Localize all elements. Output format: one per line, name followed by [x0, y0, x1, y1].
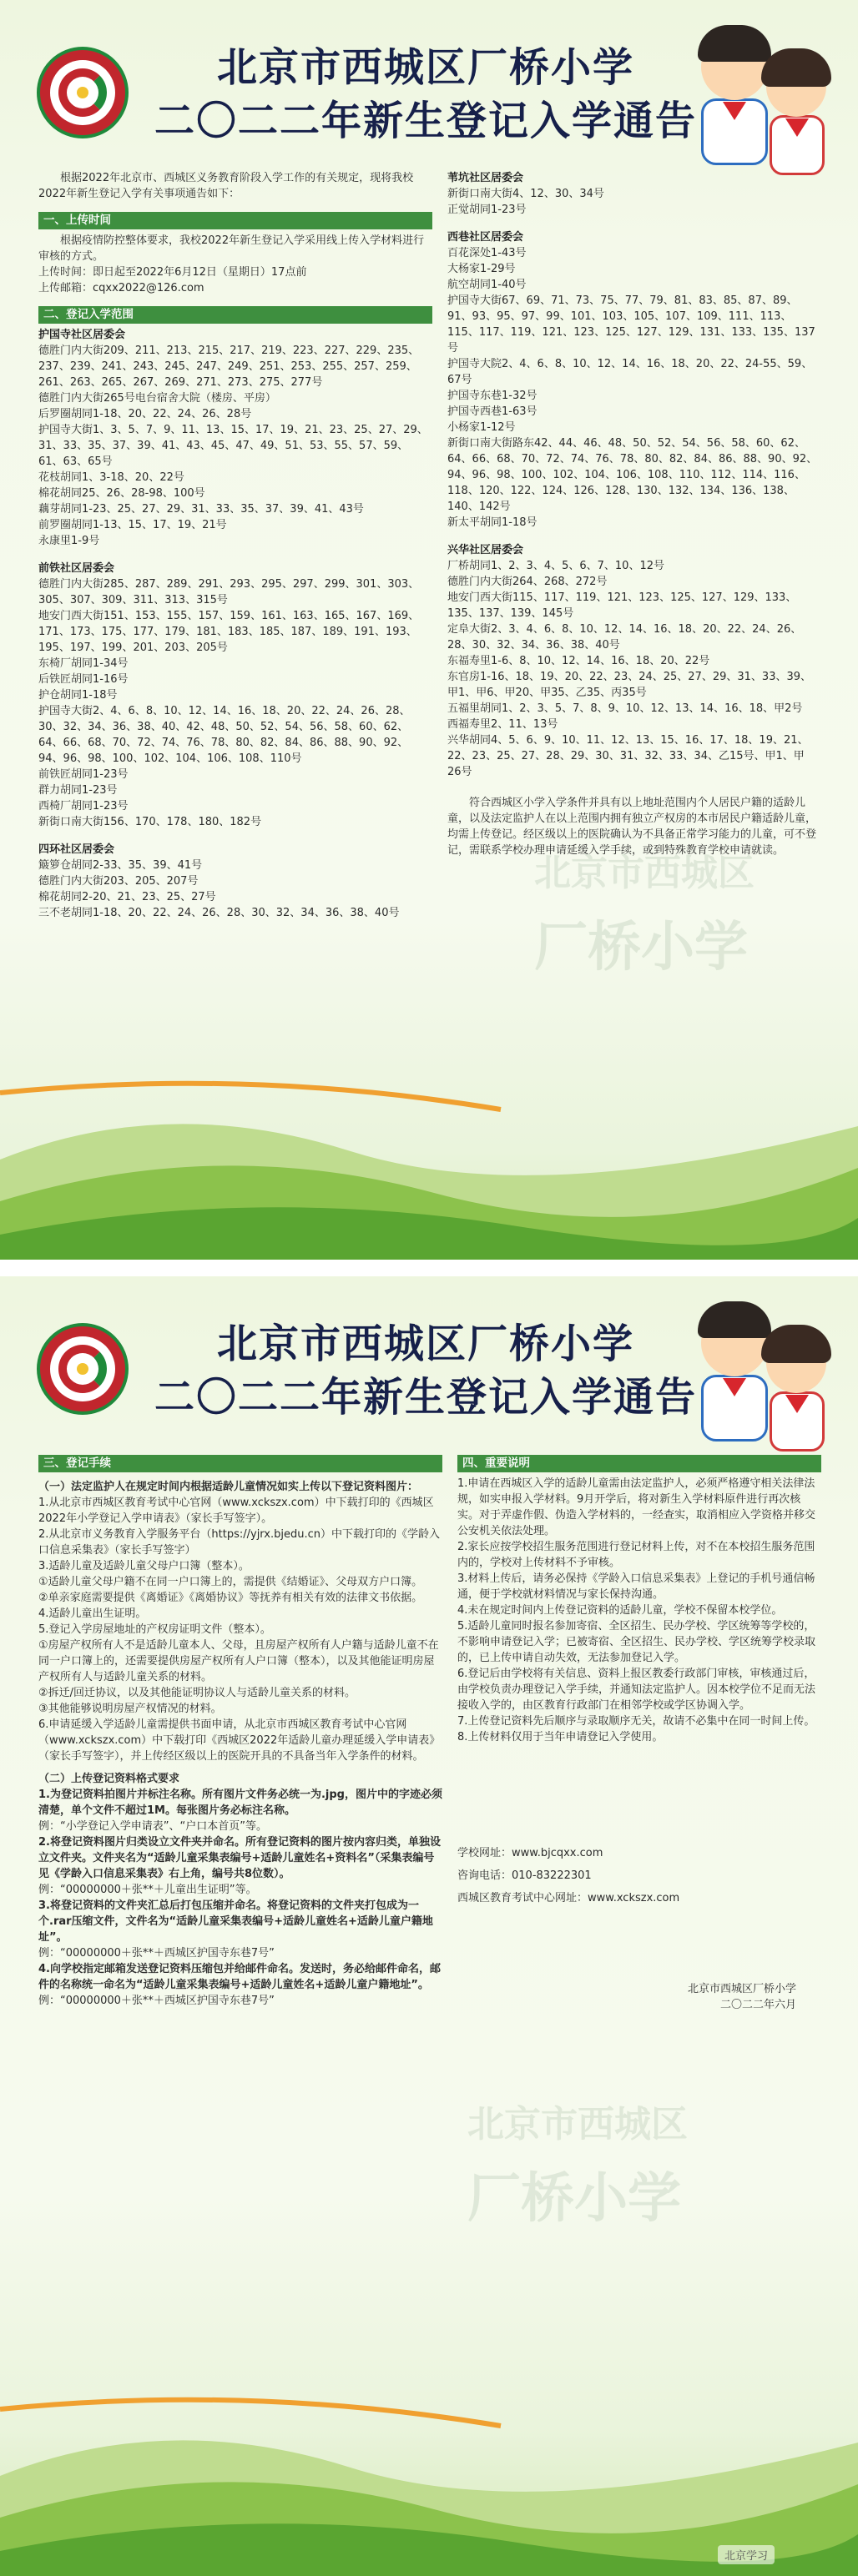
- notes-list: [457, 1476, 821, 1745]
- address-range: 棉花胡同2-20、21、23、25、27号: [38, 891, 216, 903]
- address-range: 五福里胡同1、2、3、5、7、8、9、10、12、13、14、16、18、甲2号: [447, 702, 803, 715]
- address-range: 新街口南大街156、170、178、180、182号: [38, 816, 262, 828]
- upload-email: 上传邮箱：cqxx2022@126.com: [38, 282, 204, 294]
- community-name: 苇坑社区居委会: [447, 172, 524, 184]
- right-column: [447, 170, 818, 858]
- note-item: 7.上传登记资料先后顺序与录取顺序无关，故请不必集中在同一时间上传。: [457, 1715, 815, 1728]
- right-column: [457, 1452, 821, 2013]
- procedure-item: 例：“00000000＋张**＋西城区护国寺东巷7号”: [38, 1995, 275, 2007]
- community-block: [447, 542, 818, 780]
- signature-block: [457, 1981, 821, 2013]
- students-illustration: [668, 17, 843, 184]
- community-name: 四环社区居委会: [38, 843, 115, 856]
- address-range: 花枝胡同1、3-18、20、22号: [38, 471, 184, 484]
- page-subtitle: 二〇二二年新生登记入学通告: [154, 98, 697, 144]
- procedure-item: 例：“小学登记入学申请表”、“户口本首页”等。: [38, 1820, 267, 1833]
- watermark-school: 北京市西城区 厂桥小学: [467, 2103, 688, 2230]
- address-range: 护国寺大街67、69、71、73、75、77、79、81、83、85、87、89、91、93、95、97、99、101、103、105、107、109、111、113、115、117、119、121、123、125、127、129、131、133、135、137号: [447, 294, 815, 355]
- poster-page-2: [0, 1276, 858, 2576]
- poster-gap: [0, 1260, 858, 1276]
- address-range: 后铁匠胡同1-16号: [38, 673, 129, 686]
- note-item: 3.材料上传后，请务必保持《学龄入口信息采集表》上登记的手机号通信畅通，便于学校就材料情况与家长保持沟通。: [457, 1572, 815, 1601]
- section-heading: 四、重要说明: [457, 1455, 821, 1472]
- section-heading: 二、登记入学范围: [38, 306, 432, 324]
- school-logo: [37, 47, 129, 138]
- address-range: 德胜门内大街264、268、272号: [447, 576, 608, 588]
- procedure-item: 例：“00000000＋张**＋西城区护国寺东巷7号”: [38, 1947, 275, 1960]
- address-range: 新街口南大街路东42、44、46、48、50、52、54、56、58、60、62、64、66、68、70、72、74、76、78、80、82、84、86、88、90、92、94、96、98、100、102、104、106、108、110、112、114、116、118、120、122、124、126、128、130、132、134、136、138、140、142号: [447, 437, 818, 513]
- contact-block: [457, 1845, 821, 1906]
- address-range: 地安门西大街115、117、119、121、123、125、127、129、133、135、137、139、145号: [447, 591, 797, 620]
- community-list-right: [447, 170, 818, 780]
- address-range: 小杨家1-12号: [447, 421, 516, 434]
- address-range: 兴华胡同4、5、6、9、10、11、12、13、15、16、17、18、19、21、22、23、25、27、28、29、30、31、32、33、34、乙15号、甲1、甲26号: [447, 734, 809, 778]
- address-range: 护国寺大街1、3、5、7、9、11、13、15、17、19、21、23、25、27、29、31、33、35、37、39、41、43、45、47、49、51、53、55、57、59、61、63、65号: [38, 424, 428, 468]
- address-range: 百花深处1-43号: [447, 247, 527, 259]
- procedure-item: 1.为登记资料拍图片并标注名称。所有图片文件务必统一为.jpg，图片中的字迹必须清楚，单个文件不超过1M。每张图片务必标注名称。: [38, 1789, 442, 1817]
- procedure-item: ②拆迁/回迁协议，以及其他能证明协议人与适龄儿童关系的材料。: [38, 1687, 356, 1699]
- community-block: [38, 561, 432, 830]
- signature-date: 二〇二二年六月: [719, 1999, 796, 2011]
- address-range: 厂桥胡同1、2、3、4、5、6、7、10、12号: [447, 560, 664, 572]
- procedure-item: ②单亲家庭需要提供《离婚证》《离婚协议》等抚养有相关有效的法律文书依据。: [38, 1592, 423, 1604]
- address-range: 前铁匠胡同1-23号: [38, 768, 129, 781]
- poster-page-1: [0, 0, 858, 1260]
- subsection-heading: （一）法定监护人在规定时间内根据适龄儿童情况如实上传以下登记资料图片：: [38, 1481, 419, 1493]
- community-block: [38, 327, 432, 549]
- community-name: 西巷社区居委会: [447, 231, 524, 244]
- procedure-item: 例：“00000000＋张**＋儿童出生证明”等。: [38, 1884, 257, 1896]
- subsection-heading: （二）上传登记资料格式要求: [38, 1773, 180, 1785]
- note-item: 6.登记后由学校将有关信息、资料上报区教委行政部门审核，审核通过后，由学校负责办理登记入学手续，并通知法定监护人。因本校学位不足而无法接收入学的，由区教育行政部门在相邻学校或学区协调入学。: [457, 1668, 816, 1712]
- address-range: 三不老胡同1-18、20、22、24、26、28、30、32、34、36、38、40号: [38, 907, 400, 919]
- address-range: 大杨家1-29号: [447, 263, 516, 275]
- note-item: 1.申请在西城区入学的适龄儿童需由法定监护人，必须严格遵守相关法律法规，如实申报入学材料。9月开学后，将对新生入学材料原件进行再次核实。对于弄虚作假、伪造入学材料的，一经查实，取消相应入学资格并移交公安机关依法处理。: [457, 1477, 816, 1537]
- procedure-item: 1.从北京市西城区教育考试中心官网（www.xckszx.com）中下载打印的《西城区2022年小学登记入学申请表》（家长手写签字）。: [38, 1497, 434, 1525]
- address-range: 后罗圈胡同1-18、20、22、24、26、28号: [38, 408, 252, 420]
- community-name: 护国寺社区居委会: [38, 329, 126, 341]
- procedure-item: 4.适龄儿童出生证明。: [38, 1607, 147, 1620]
- intro-text: 根据2022年北京市、西城区义务教育阶段入学工作的有关规定，现将我校2022年新生登记入学有关事项通告如下：: [38, 172, 414, 200]
- address-range: 护国寺大院2、4、6、8、10、12、14、16、18、20、22、24-55、59、67号: [447, 358, 813, 386]
- address-range: 新太平胡同1-18号: [447, 516, 538, 529]
- address-range: 德胜门内大街203、205、207号: [38, 875, 199, 888]
- signature-school: 北京市西城区厂桥小学: [687, 1983, 796, 1995]
- community-block: [447, 170, 818, 218]
- address-range: 簸箩仓胡同2-33、35、39、41号: [38, 859, 203, 872]
- note-item: 4.未在规定时间内上传登记资料的适龄儿童，学校不保留本校学位。: [457, 1604, 783, 1617]
- procedure-item: 3.将登记资料的文件夹汇总后打包压缩并命名。将登记资料的文件夹打包成为一个.rar压缩文件，文件名为“适龄儿童采集表编号+适龄儿童姓名+适龄儿童户籍地址”。: [38, 1899, 433, 1944]
- left-column: [38, 1452, 442, 2009]
- procedure-item: 3.适龄儿童及适龄儿童父母户口簿（整本）。: [38, 1560, 250, 1572]
- note-item: 8.上传材料仅用于当年申请登记入学使用。: [457, 1731, 664, 1743]
- community-block: [447, 229, 818, 531]
- community-name: 前铁社区居委会: [38, 562, 115, 575]
- address-range: 正觉胡同1-23号: [447, 204, 527, 216]
- body-text: 根据疫情防控整体要求，我校2022年新生登记入学采用线上传入学材料进行审核的方式。: [38, 234, 425, 263]
- page-title: 北京市西城区厂桥小学: [216, 44, 634, 91]
- consult-phone: 咨询电话：010-83222301: [457, 1869, 592, 1882]
- upload-time: 上传时间：即日起至2022年6月12日（星期日）17点前: [38, 266, 307, 279]
- community-list-left: [38, 327, 432, 921]
- address-range: 德胜门内大街285、287、289、291、293、295、297、299、301、303、305、307、309、311、313、315号: [38, 578, 420, 606]
- address-range: 东椅厂胡同1-34号: [38, 657, 129, 670]
- address-range: 地安门西大街151、153、155、157、159、161、163、165、167、169、171、173、175、177、179、181、183、185、187、189、191、193、195、197、199、201、203、205号: [38, 610, 420, 654]
- address-range: 护仓胡同1-18号: [38, 689, 118, 702]
- address-range: 前罗圈胡同1-13、15、17、19、21号: [38, 519, 227, 531]
- address-range: 护国寺大街2、4、6、8、10、12、14、16、18、20、22、24、26、28、30、32、34、36、38、40、42、48、50、52、54、56、58、60、62、64、66、68、70、72、74、76、78、80、82、84、86、88、90、92、94、96、98、100、102、104、106、108、110号: [38, 705, 411, 765]
- students-illustration: [668, 1293, 843, 1460]
- community-block: [38, 842, 432, 921]
- address-range: 藕芽胡同1-23、25、27、29、31、33、35、37、39、41、43号: [38, 503, 364, 516]
- address-range: 西福寿里2、11、13号: [447, 718, 558, 731]
- procedure-item: 6.申请延缓入学适龄儿童需提供书面申请，从北京市西城区教育考试中心官网（www.xckszx.com）中下载打印《西城区2022年适龄儿童办理延缓入学申请表》（家长手写签字），并上传经区级以上的医院开具的不具备当年入学条件的材料。: [38, 1718, 441, 1763]
- address-range: 德胜门内大街209、211、213、215、217、219、223、227、229、235、237、239、241、243、245、247、249、251、253、255、257、259、261、263、265、267、269、271、273、275、277号: [38, 345, 420, 389]
- address-range: 德胜门内大街265号电台宿舍大院（楼房、平房）: [38, 392, 276, 405]
- address-range: 东福寿里1-6、8、10、12、14、16、18、20、22号: [447, 655, 710, 667]
- address-range: 定阜大街2、3、4、6、8、10、12、14、16、18、20、22、24、26、28、30、32、34、36、38、40号: [447, 623, 802, 652]
- page-subtitle: 二〇二二年新生登记入学通告: [154, 1374, 697, 1421]
- procedure-item: 4.向学校指定邮箱发送登记资料压缩包并给邮件命名。发送时，务必给邮件命名，邮件的名称统一命名为“适龄儿童采集表编号+适龄儿童姓名+适龄儿童户籍地址”。: [38, 1963, 441, 1991]
- note-item: 2.家长应按学校招生服务范围进行登记材料上传，对不在本校招生服务范围内的，学校对上传材料不予审核。: [457, 1541, 815, 1569]
- community-name: 兴华社区居委会: [447, 544, 524, 556]
- address-range: 西椅厂胡同1-23号: [38, 800, 129, 813]
- header: [0, 0, 858, 167]
- header: [0, 1276, 858, 1443]
- school-logo: [37, 1323, 129, 1415]
- closing-text: 符合西城区小学入学条件并具有以上地址范围内个人居民户籍的适龄儿童，以及法定监护人在以上范围内拥有独立产权房的本市居民户籍适龄儿童，均需上传登记。经区级以上的医院确认为不具备正常学习能力的儿童，可不登记，需联系学校办理申请延缓入学手续，或到特殊教育学校申请就读。: [447, 797, 817, 857]
- wechat-watermark: 北京学习: [718, 2545, 775, 2564]
- watermark-school: 北京市西城区 厂桥小学: [534, 852, 755, 979]
- procedure-item: 2.从北京市义务教育入学服务平台（https://yjrx.bjedu.cn）中下载打印的《学龄入口信息采集表》（家长手写签字）: [38, 1528, 441, 1557]
- note-item: 5.适龄儿童同时报名参加寄宿、全区招生、民办学校、学区统筹等学校的，不影响申请登记入学；已被寄宿、全区招生、民办学校、学区统筹学校录取的，已上传申请自动失效，无法参加登记入学。: [457, 1620, 816, 1664]
- section-heading: 三、登记手续: [38, 1455, 442, 1472]
- procedure-item: ①适龄儿童父母户籍不在同一户口簿上的，需提供《结婚证》、父母双方户口簿。: [38, 1576, 423, 1588]
- hills-decoration: [0, 1059, 858, 1260]
- address-range: 永康里1-9号: [38, 535, 100, 547]
- address-range: 护国寺东巷1-32号: [447, 390, 538, 402]
- procedure-item: 5.登记入学房屋地址的产权房证明文件（整本）。: [38, 1623, 271, 1636]
- procedure-item: 2.将登记资料图片归类设立文件夹并命名。所有登记资料的图片按内容归类，单独设立文件夹。文件夹名为“适龄儿童采集表编号+适龄儿童姓名+资料名”（采集表编号见《学龄入口信息采集表》右上角，编号共8位数）。: [38, 1836, 441, 1880]
- exam-center-website[interactable]: 西城区教育考试中心网址：www.xckszx.com: [457, 1892, 680, 1904]
- address-range: 群力胡同1-23号: [38, 784, 118, 797]
- procedure-item: ③其他能够说明房屋产权情况的材料。: [38, 1703, 222, 1715]
- page-title: 北京市西城区厂桥小学: [216, 1321, 634, 1367]
- address-range: 东官房1-16、18、19、20、22、23、24、25、27、29、31、33、39、甲1、甲6、甲20、甲35、乙35、丙35号: [447, 671, 812, 699]
- address-range: 棉花胡同25、26、28-98、100号: [38, 487, 205, 500]
- address-range: 航空胡同1-40号: [447, 279, 527, 291]
- address-range: 护国寺西巷1-63号: [447, 405, 538, 418]
- address-range: 新街口南大街4、12、30、34号: [447, 188, 604, 200]
- school-website[interactable]: 学校网址：www.bjcqxx.com: [457, 1847, 603, 1859]
- procedure-list: [38, 1479, 442, 2009]
- left-column: [38, 170, 432, 921]
- section-heading: 一、上传时间: [38, 212, 432, 229]
- procedure-item: ①房屋产权所有人不是适龄儿童本人、父母，且房屋产权所有人户籍与适龄儿童不在同一户口簿上的，还需要提供房屋产权所有人户口簿（整本），以及其他能证明房屋产权所有人与适龄儿童关系的材料。: [38, 1639, 439, 1683]
